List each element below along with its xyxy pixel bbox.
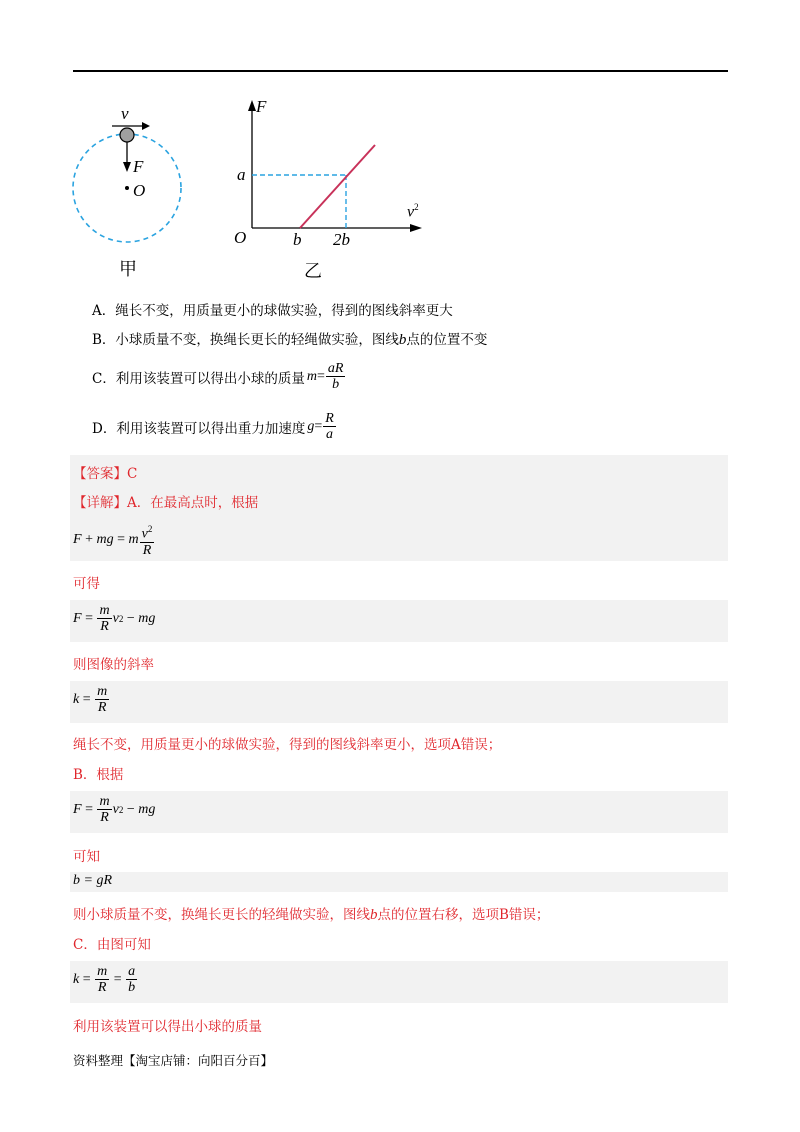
equation-6: k = $\frac{m}{R}$ = $\frac{a}{b}$ <box>73 964 136 995</box>
O-label: O <box>133 181 146 200</box>
v-label: v <box>121 104 129 123</box>
explain-band-5 <box>70 872 728 892</box>
option-d: D．利用该装置可以得出重力加速度 g = $\frac{R}{a}$ <box>92 411 334 442</box>
answer-line: 【答案】C <box>73 466 138 482</box>
option-b: B．小球质量不变，换绳长更长的轻绳做实验，图线b点的位置不变 <box>92 332 488 348</box>
force-arrowhead <box>123 162 131 172</box>
kede-text: 可得 <box>73 576 100 592</box>
velocity-arrowhead <box>142 122 150 130</box>
option-c: C．利用该装置可以得出小球的质量 m = $\frac{aR}{b}$ <box>92 361 344 392</box>
equation-5: b = gR <box>73 873 112 888</box>
equation-3: k = $\frac{m}{R}$ <box>73 684 108 715</box>
center-point <box>125 186 129 190</box>
footer-source: 资料整理【淘宝店铺：向阳百分百】 <box>73 1053 274 1068</box>
v-axis-label: $v^2$ <box>407 202 419 221</box>
2b-tick: 2b <box>333 230 350 249</box>
c-conclusion: 利用该装置可以得出小球的质量 <box>73 1019 262 1035</box>
F-label: F <box>133 157 144 176</box>
conclusion-b: 则小球质量不变，换绳长更长的轻绳做实验，图线b点的位置右移，选项B错误； <box>73 907 550 923</box>
explain-band-2 <box>70 600 728 642</box>
v2-axis-arrowhead <box>410 224 422 232</box>
F-axis-label: F <box>256 97 267 116</box>
equation-2: F = $\frac{m}{R}$ v 2 − mg <box>73 603 156 634</box>
b-tick: b <box>293 230 302 249</box>
a-tick: a <box>237 165 246 184</box>
caption-yi: 乙 <box>304 261 322 282</box>
F-v2-line <box>300 145 375 228</box>
explain-intro: 【详解】A．在最高点时，根据 <box>73 495 259 511</box>
figure-yi <box>230 95 440 245</box>
O-origin: O <box>234 228 247 247</box>
c-intro: C．由图可知 <box>73 937 151 953</box>
kezhi-text: 可知 <box>73 849 100 865</box>
equation-4: F = $\frac{m}{R}$ v 2 − mg <box>73 794 156 825</box>
caption-jia: 甲 <box>119 259 137 280</box>
explain-band-3 <box>70 681 728 723</box>
b-intro: B．根据 <box>73 767 124 783</box>
F-axis-arrowhead <box>248 100 256 111</box>
ball <box>120 128 134 142</box>
conclusion-a: 绳长不变，用质量更小的球做实验，得到的图线斜率更小，选项A错误； <box>73 737 502 753</box>
explain-band-4 <box>70 791 728 833</box>
explain-band-6 <box>70 961 728 1003</box>
header-rule <box>73 70 728 72</box>
option-a: A．绳长不变，用质量更小的球做实验，得到的图线斜率更大 <box>92 303 453 319</box>
equation-1: F + mg = m $\frac{v^2}{R}$ <box>73 524 153 558</box>
slope-text: 则图像的斜率 <box>73 657 154 673</box>
